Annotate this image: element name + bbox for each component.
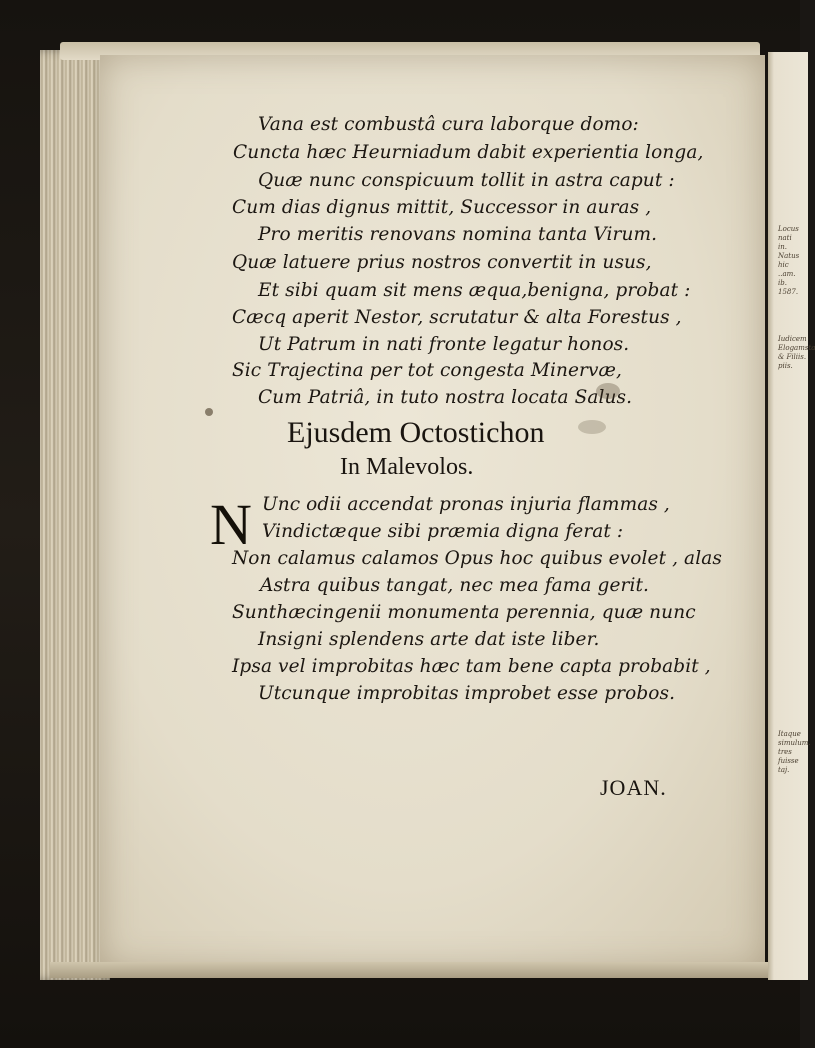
poem-line: Vana est combustâ cura laborque domo: (258, 114, 639, 135)
poem-line: Quæ nunc conspicuum tollit in astra caput : (258, 170, 675, 191)
catchword: JOAN. (600, 775, 667, 800)
poem-line: Ut Patrum in nati fronte legatur honos. (258, 334, 630, 355)
poem-line: Quæ latuere prius nostros convertit in usus, (232, 252, 652, 273)
poem-line: Vindictæque sibi præmia digna ferat : (262, 521, 624, 542)
section-heading: Ejusdem Octostichon (287, 416, 545, 449)
ink-spot (596, 383, 620, 399)
margin-note: Locus nati in. Natus hic ..am. ib. 1587. (778, 225, 800, 296)
poem-line: Sunthæcingenii monumenta perennia, quæ nunc (232, 602, 696, 623)
margin-note: Iudicem Elogamsta & Filiis. piis. (778, 335, 815, 370)
ink-spot (578, 420, 606, 434)
poem-line: Pro meritis renovans nomina tanta Virum. (258, 224, 658, 245)
poem-line: Sic Trajectina per tot congesta Minervæ, (232, 360, 622, 381)
ink-spot (205, 408, 213, 416)
poem-line: Et sibi quam sit mens æqua,benigna, probat : (258, 280, 691, 301)
poem-line: Cæcq aperit Nestor, scrutatur & alta Forestus , (232, 307, 682, 328)
poem-line: Cum dias dignus mittit, Successor in auras , (232, 197, 652, 218)
page-bottom-edge (50, 962, 770, 978)
poem-line: Ipsa vel improbitas hæc tam bene capta probabit , (232, 656, 711, 677)
margin-note: Itaque simulum. tres fuisse taj. (778, 730, 811, 774)
section-subheading: In Malevolos. (340, 454, 474, 480)
drop-cap: N (210, 492, 252, 557)
poem-line: Insigni splendens arte dat iste liber. (258, 629, 600, 650)
poem-line: Cuncta hæc Heurniadum dabit experientia longa, (233, 142, 704, 163)
poem-line: Unc odii accendat pronas injuria flammas , (262, 494, 670, 515)
poem-line: Utcunque improbitas improbet esse probos. (258, 683, 676, 704)
poem-line: Cum Patriâ, in tuto nostra locata Salus. (258, 387, 633, 408)
adjacent-page-strip (768, 52, 808, 980)
poem-line: Astra quibus tangat, nec mea fama gerit. (260, 575, 649, 596)
poem-line: Non calamus calamos Opus hoc quibus evolet , alas (232, 548, 722, 569)
